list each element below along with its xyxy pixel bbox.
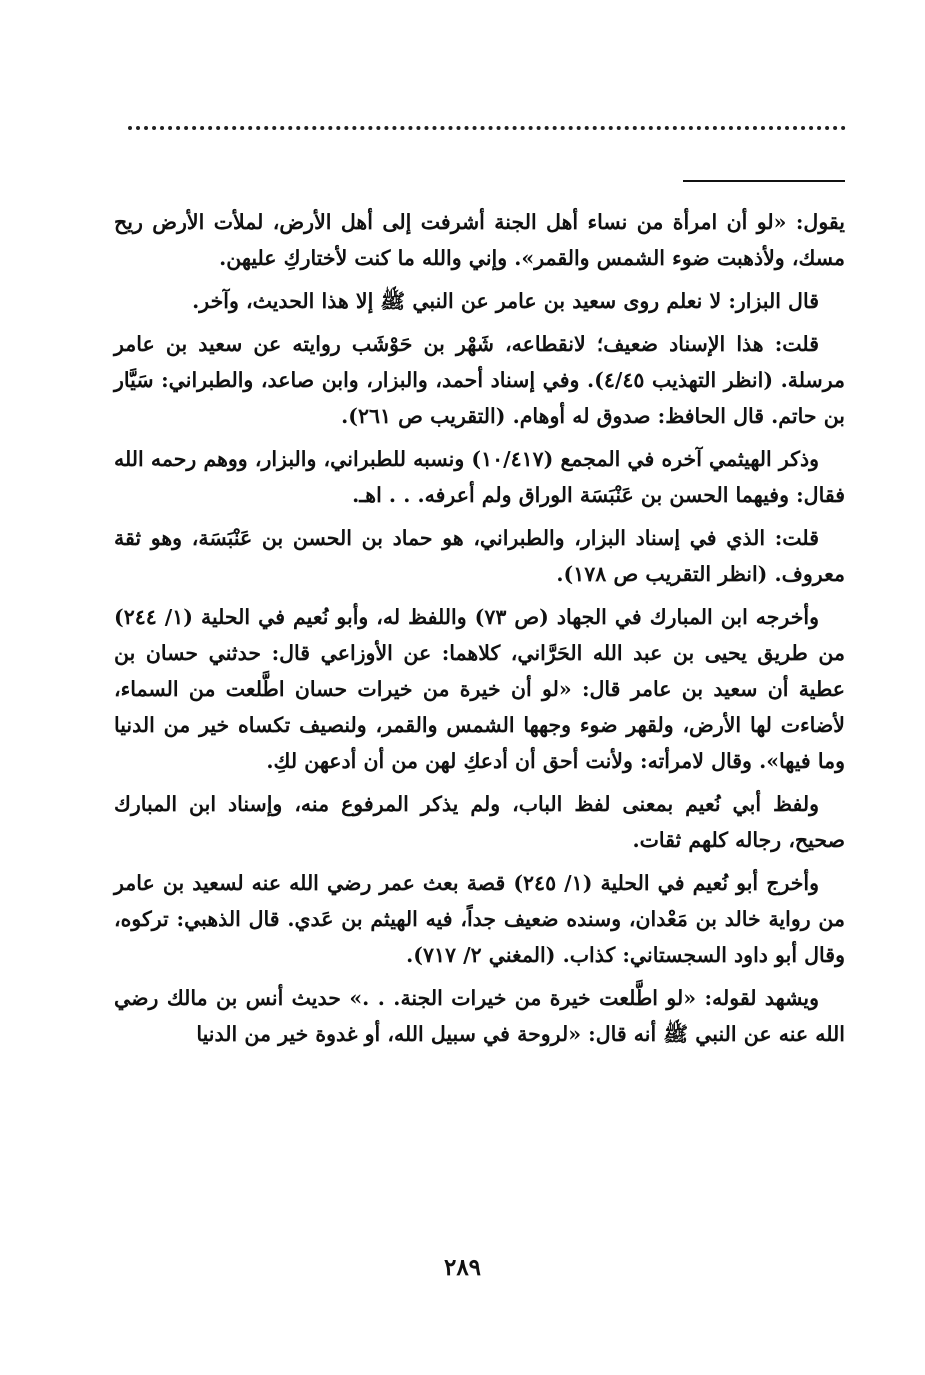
paragraph-7: ولفظ أبي نُعيم بمعنى لفظ الباب، ولم يذكر المرفوع منه، وإسناد ابن المبارك صحيح، رجاله كلهم ثقات. bbox=[114, 792, 845, 852]
footnote-text-block bbox=[114, 204, 845, 1059]
page-number: ٢٨٩ bbox=[443, 1254, 482, 1281]
paragraph-4: وذكر الهيثمي آخره في المجمع (١٠/٤١٧) ونسبه للطبراني، والبزار، ووهم رحمه الله فقال: وفيهما الحسن بن عَنْبَسَة الوراق ولم أعرفه. . . اهـ. bbox=[114, 447, 845, 507]
paragraph-2: قال البزار: لا نعلم روى سعيد بن عامر عن النبي ﷺ إلا هذا الحديث، وآخر. bbox=[192, 289, 819, 313]
paragraph-3: قلت: هذا الإسناد ضعيف؛ لانقطاعه، شَهْر بن حَوْشَب روايته عن سعيد بن عامر مرسلة. (انظر التهذيب ٤/٤٥). وفي إسناد أحمد، والبزار، وابن صاعد، والطبراني: سَيَّار بن حاتم. قال الحافظ: صدوق له أوهام. (التقريب ص ٢٦١). bbox=[114, 332, 846, 428]
paragraph-1: يقول: «لو أن امرأة من نساء أهل الجنة أشرفت إلى أهل الأرض، لملأت الأرض ريح مسك، ولأذهبت ضوء الشمس والقمر». وإني والله ما كنت لأختاركِ عليهن. bbox=[114, 210, 845, 270]
footnote-separator-line bbox=[683, 180, 845, 182]
paragraph-9: ويشهد لقوله: «لو اطَّلعت خيرة من خيرات الجنة. . .» حديث أنس بن مالك رضي الله عنه عن النبي ﷺ أنه قال: «لروحة في سبيل الله، أو غدوة خير من الدنيا bbox=[114, 986, 845, 1046]
paragraph-6: وأخرجه ابن المبارك في الجهاد (ص ٧٣) واللفظ له، وأبو نُعيم في الحلية (١/ ٢٤٤) من طريق يحيى بن عبد الله الحَرَّاني، كلاهما: عن الأوزاعي قال: حدثني حسان بن عطية أن سعيد بن عامر قال: «لو أن خيرة من خيرات حسان اطَّلعت من السماء، لأضاءت لها الأرض، ولقهر ضوء وجهها الشمس والقمر، ولنصيف تكساه خير من الدنيا وما فيها». وقال لامرأته: ولأنت أحق أن أدعكِ لهن من أن أدعهن لكِ. bbox=[114, 605, 845, 773]
paragraph-8: وأخرج أبو نُعيم في الحلية (١/ ٢٤٥) قصة بعث عمر رضي الله عنه لسعيد بن عامر من رواية خالد بن مَعْدان، وسنده ضعيف جداً، فيه الهيثم بن عَدي. قال الذهبي: تركوه، وقال أبو داود السجستاني: كذاب. (المغني ٢/ ٧١٧). bbox=[114, 871, 845, 967]
dotted-separator bbox=[128, 126, 846, 130]
paragraph-5: قلت: الذي في إسناد البزار، والطبراني، هو حماد بن الحسن بن عَنْبَسَة، وهو ثقة معروف. (انظر التقريب ص ١٧٨). bbox=[114, 526, 845, 586]
